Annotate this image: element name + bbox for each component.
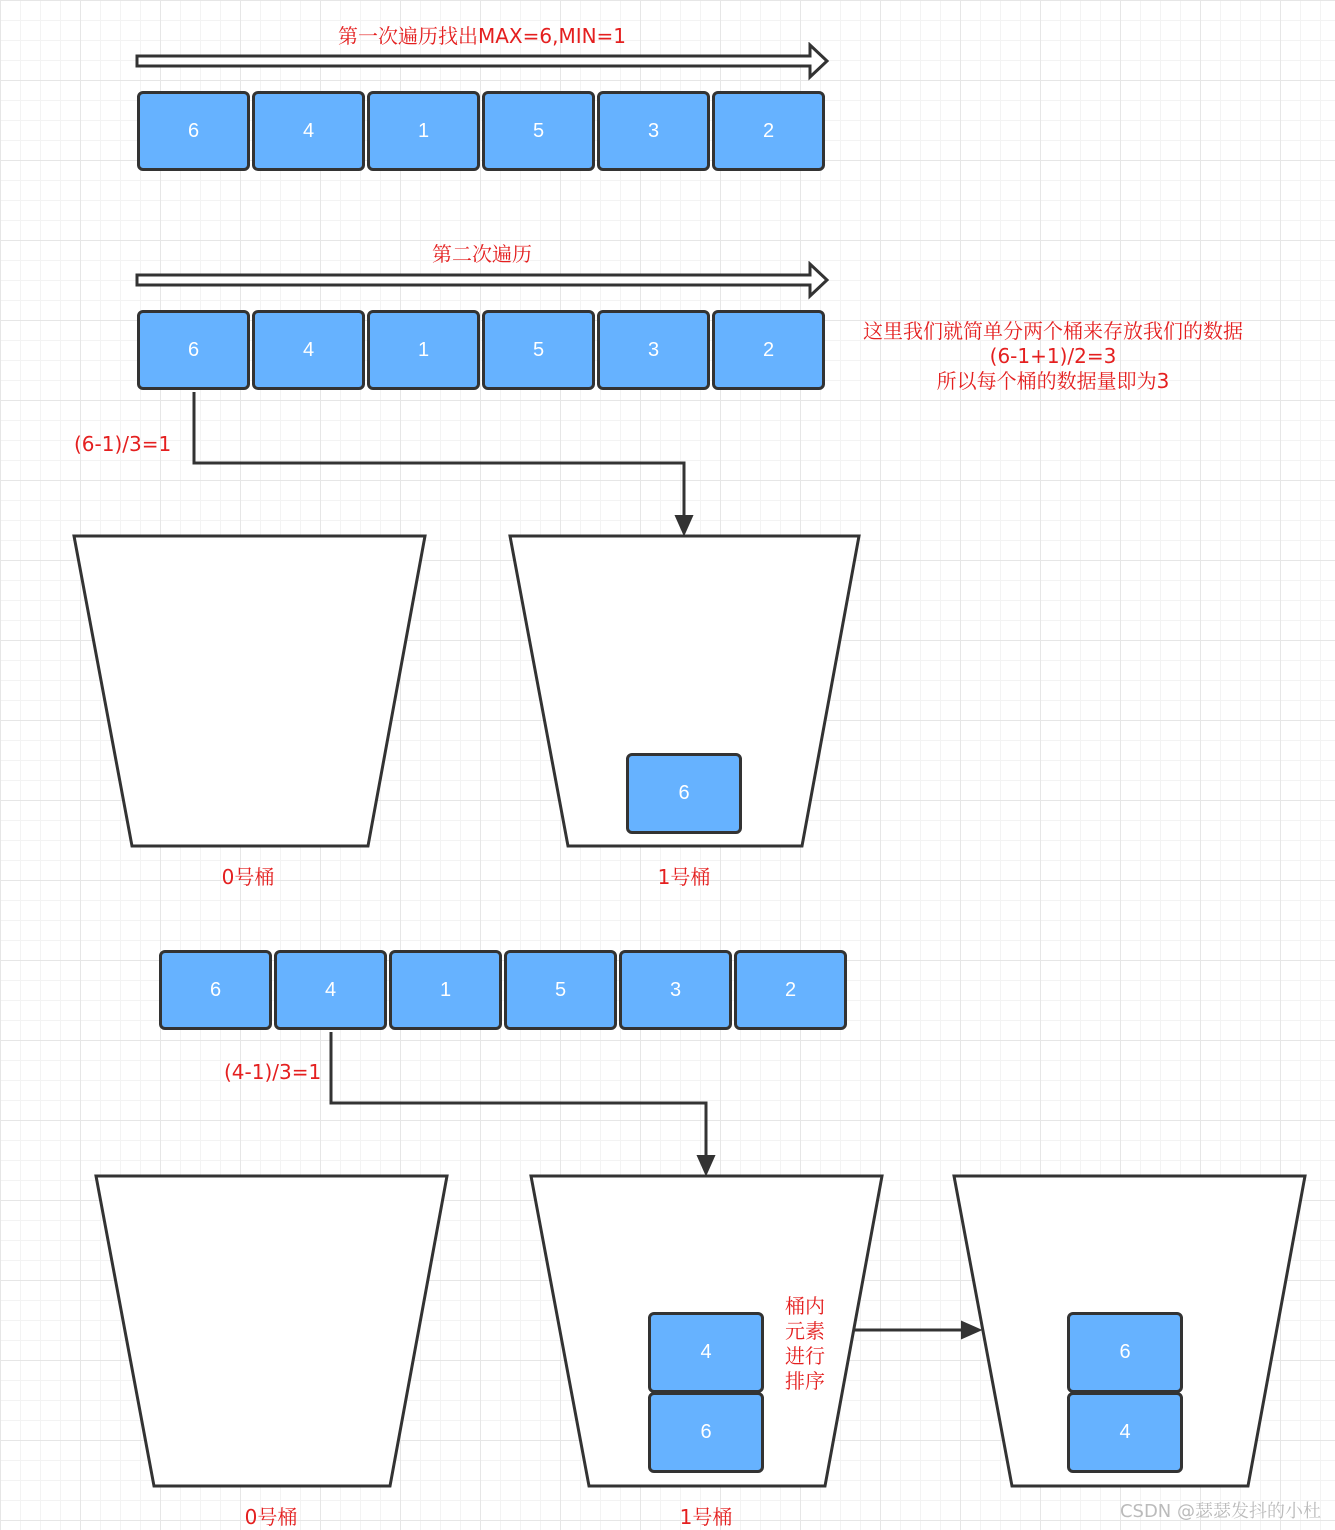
step2-bucket0-label: 0号桶 (244, 1505, 298, 1529)
pass1-title: 第一次遍历找出MAX=6,MIN=1 (337, 24, 627, 48)
watermark: CSDN @瑟瑟发抖的小杜 (1119, 1501, 1321, 1522)
step2-connector-arrow-icon (331, 1032, 714, 1174)
sort-label-line: 桶内 (785, 1294, 825, 1318)
sort-label-line: 进行 (785, 1344, 825, 1368)
pass1-cell: 5 (482, 91, 595, 171)
step2-bucket1-item: 4 (648, 1312, 764, 1393)
pass1-cell: 2 (712, 91, 825, 171)
pass1-cell: 1 (367, 91, 480, 171)
step2-bucket-0 (94, 1174, 450, 1490)
sort-label-line: 元素 (785, 1319, 825, 1343)
note-line-1: 这里我们就简单分两个桶来存放我们的数据 (863, 319, 1243, 343)
row3-cell: 1 (389, 950, 502, 1030)
sorted-bucket-item: 6 (1067, 1312, 1183, 1393)
step1-connector-arrow-icon (194, 392, 692, 534)
step1-bucket1-label: 1号桶 (657, 865, 711, 889)
step1-bucket0-label: 0号桶 (221, 865, 275, 889)
pass2-title: 第二次遍历 (432, 242, 532, 266)
pass2-cell: 3 (597, 310, 710, 390)
step1-formula: (6-1)/3=1 (74, 432, 172, 456)
pass2-cell: 2 (712, 310, 825, 390)
row3-cell: 3 (619, 950, 732, 1030)
step2-formula: (4-1)/3=1 (224, 1060, 322, 1084)
step1-bucket1-item: 6 (626, 753, 742, 834)
sorted-bucket-item: 4 (1067, 1392, 1183, 1473)
row3-cell: 2 (734, 950, 847, 1030)
pass1-cell: 4 (252, 91, 365, 171)
step2-bucket1-item: 6 (648, 1392, 764, 1473)
pass2-cell: 5 (482, 310, 595, 390)
step2-bucket1-label: 1号桶 (679, 1505, 733, 1529)
pass1-cell: 6 (137, 91, 250, 171)
row3-cell: 5 (504, 950, 617, 1030)
pass2-cell: 6 (137, 310, 250, 390)
pass1-cell: 3 (597, 91, 710, 171)
pass2-cell: 4 (252, 310, 365, 390)
note-line-3: 所以每个桶的数据量即为3 (936, 369, 1170, 393)
pass2-cell: 1 (367, 310, 480, 390)
row3-cell: 4 (274, 950, 387, 1030)
note-line-2: (6-1+1)/2=3 (989, 344, 1117, 368)
sort-label-line: 排序 (785, 1369, 825, 1393)
step1-bucket-0 (72, 534, 428, 850)
row3-cell: 6 (159, 950, 272, 1030)
